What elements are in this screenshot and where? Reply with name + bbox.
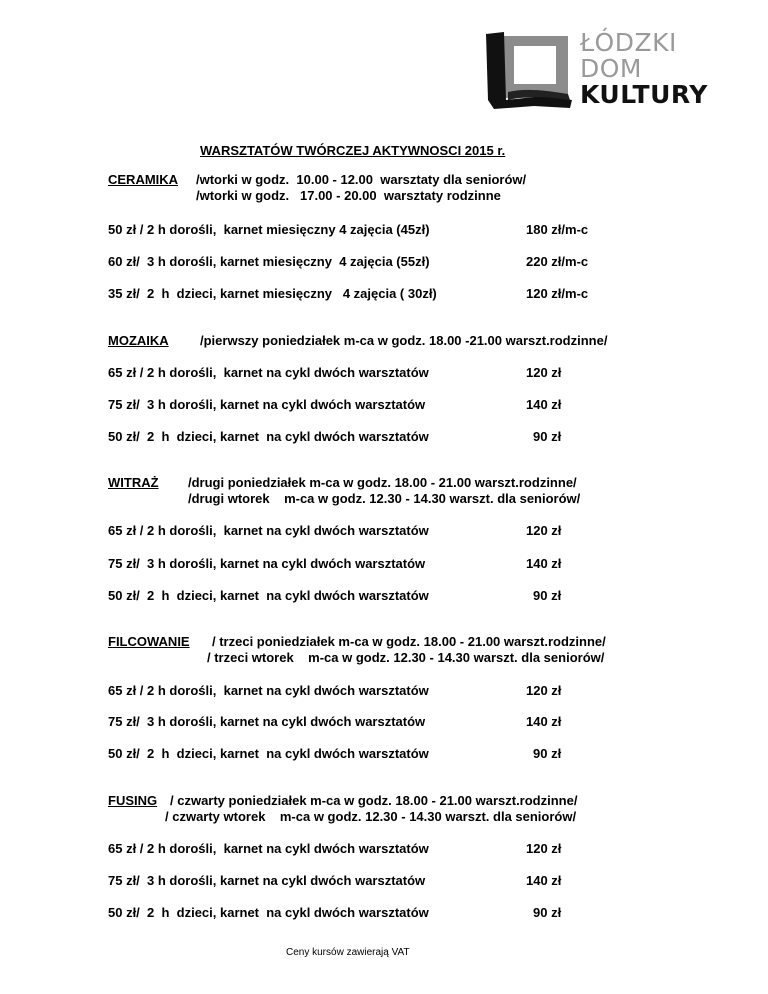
price-row-desc: 50 zł/ 2 h dzieci, karnet na cykl dwóch warsztatów [108,905,429,920]
price-row-desc: 65 zł / 2 h dorośli, karnet na cykl dwóch warsztatów [108,683,429,698]
price-row-amount: 120 zł/m-c [526,286,589,301]
schedule-line: /drugi poniedziałek m-ca w godz. 18.00 - 21.00 warszt.rodzinne/ [188,475,577,490]
logo-line-2: DOM [580,54,642,83]
logo-line-1: ŁÓDZKI [580,28,677,57]
price-row-amount: 90 zł [533,588,562,603]
price-row-amount: 140 zł [526,556,562,571]
price-row-amount: 90 zł [533,429,562,444]
price-row-amount: 140 zł [526,714,562,729]
price-row-amount: 120 zł [526,683,562,698]
section-title-mozaika: MOZAIKA [108,333,169,348]
price-row-desc: 35 zł/ 2 h dzieci, karnet miesięczny 4 zajęcia ( 30zł) [108,286,437,301]
price-row-desc: 60 zł/ 3 h dorośli, karnet miesięczny 4 zajęcia (55zł) [108,254,430,269]
logo-line-3: KULTURY [580,80,708,109]
section-title-fusing: FUSING [108,793,158,808]
logo [484,30,714,110]
section-title-ceramika: CERAMIKA [108,172,179,187]
schedule-line: / czwarty poniedziałek m-ca w godz. 18.00 - 21.00 warszt.rodzinne/ [170,793,578,808]
price-row-amount: 90 zł [533,905,562,920]
schedule-line: /wtorki w godz. 10.00 - 12.00 warsztaty dla seniorów/ [196,172,527,187]
price-row-amount: 140 zł [526,397,562,412]
schedule-line: /wtorki w godz. 17.00 - 20.00 warsztaty rodzinne [196,188,501,203]
price-row-amount: 120 zł [526,523,562,538]
section-title-filcowanie: FILCOWANIE [108,634,190,649]
price-row-desc: 65 zł / 2 h dorośli, karnet na cykl dwóch warsztatów [108,523,429,538]
price-row-desc: 75 zł/ 3 h dorośli, karnet na cykl dwóch warsztatów [108,556,426,571]
price-row-amount: 220 zł/m-c [526,254,589,269]
price-row-desc: 50 zł/ 2 h dzieci, karnet na cykl dwóch warsztatów [108,588,429,603]
schedule-line: / trzeci wtorek m-ca w godz. 12.30 - 14.30 warszt. dla seniorów/ [207,650,605,665]
price-row-amount: 140 zł [526,873,562,888]
price-row-amount: 120 zł [526,365,562,380]
price-row-desc: 50 zł/ 2 h dzieci, karnet na cykl dwóch warsztatów [108,746,429,761]
price-row-amount: 120 zł [526,841,562,856]
document-title: WARSZTATÓW TWÓRCZEJ AKTYWNOSCI 2015 r. [200,143,506,158]
price-row-amount: 90 zł [533,746,562,761]
schedule-line: /drugi wtorek m-ca w godz. 12.30 - 14.30 warszt. dla seniorów/ [188,491,581,506]
price-row-desc: 50 zł/ 2 h dzieci, karnet na cykl dwóch warsztatów [108,429,429,444]
logo-text [580,30,708,108]
schedule-line: / czwarty wtorek m-ca w godz. 12.30 - 14.30 warszt. dla seniorów/ [165,809,577,824]
price-row-amount: 180 zł/m-c [526,222,589,237]
schedule-line: / trzeci poniedziałek m-ca w godz. 18.00 - 21.00 warszt.rodzinne/ [212,634,606,649]
schedule-line: /pierwszy poniedziałek m-ca w godz. 18.00 -21.00 warszt.rodzinne/ [200,333,608,348]
price-row-desc: 65 zł / 2 h dorośli, karnet na cykl dwóch warsztatów [108,365,429,380]
price-row-desc: 75 zł/ 3 h dorośli, karnet na cykl dwóch warsztatów [108,397,426,412]
footer-note: Ceny kursów zawierają VAT [286,947,410,958]
price-row-desc: 75 zł/ 3 h dorośli, karnet na cykl dwóch warsztatów [108,714,426,729]
price-row-desc: 50 zł / 2 h dorośli, karnet miesięczny 4 zajęcia (45zł) [108,222,430,237]
section-title-witraz: WITRAŻ [108,475,159,490]
brush-square-logo-icon [484,30,576,110]
price-row-desc: 65 zł / 2 h dorośli, karnet na cykl dwóch warsztatów [108,841,429,856]
price-row-desc: 75 zł/ 3 h dorośli, karnet na cykl dwóch warsztatów [108,873,426,888]
